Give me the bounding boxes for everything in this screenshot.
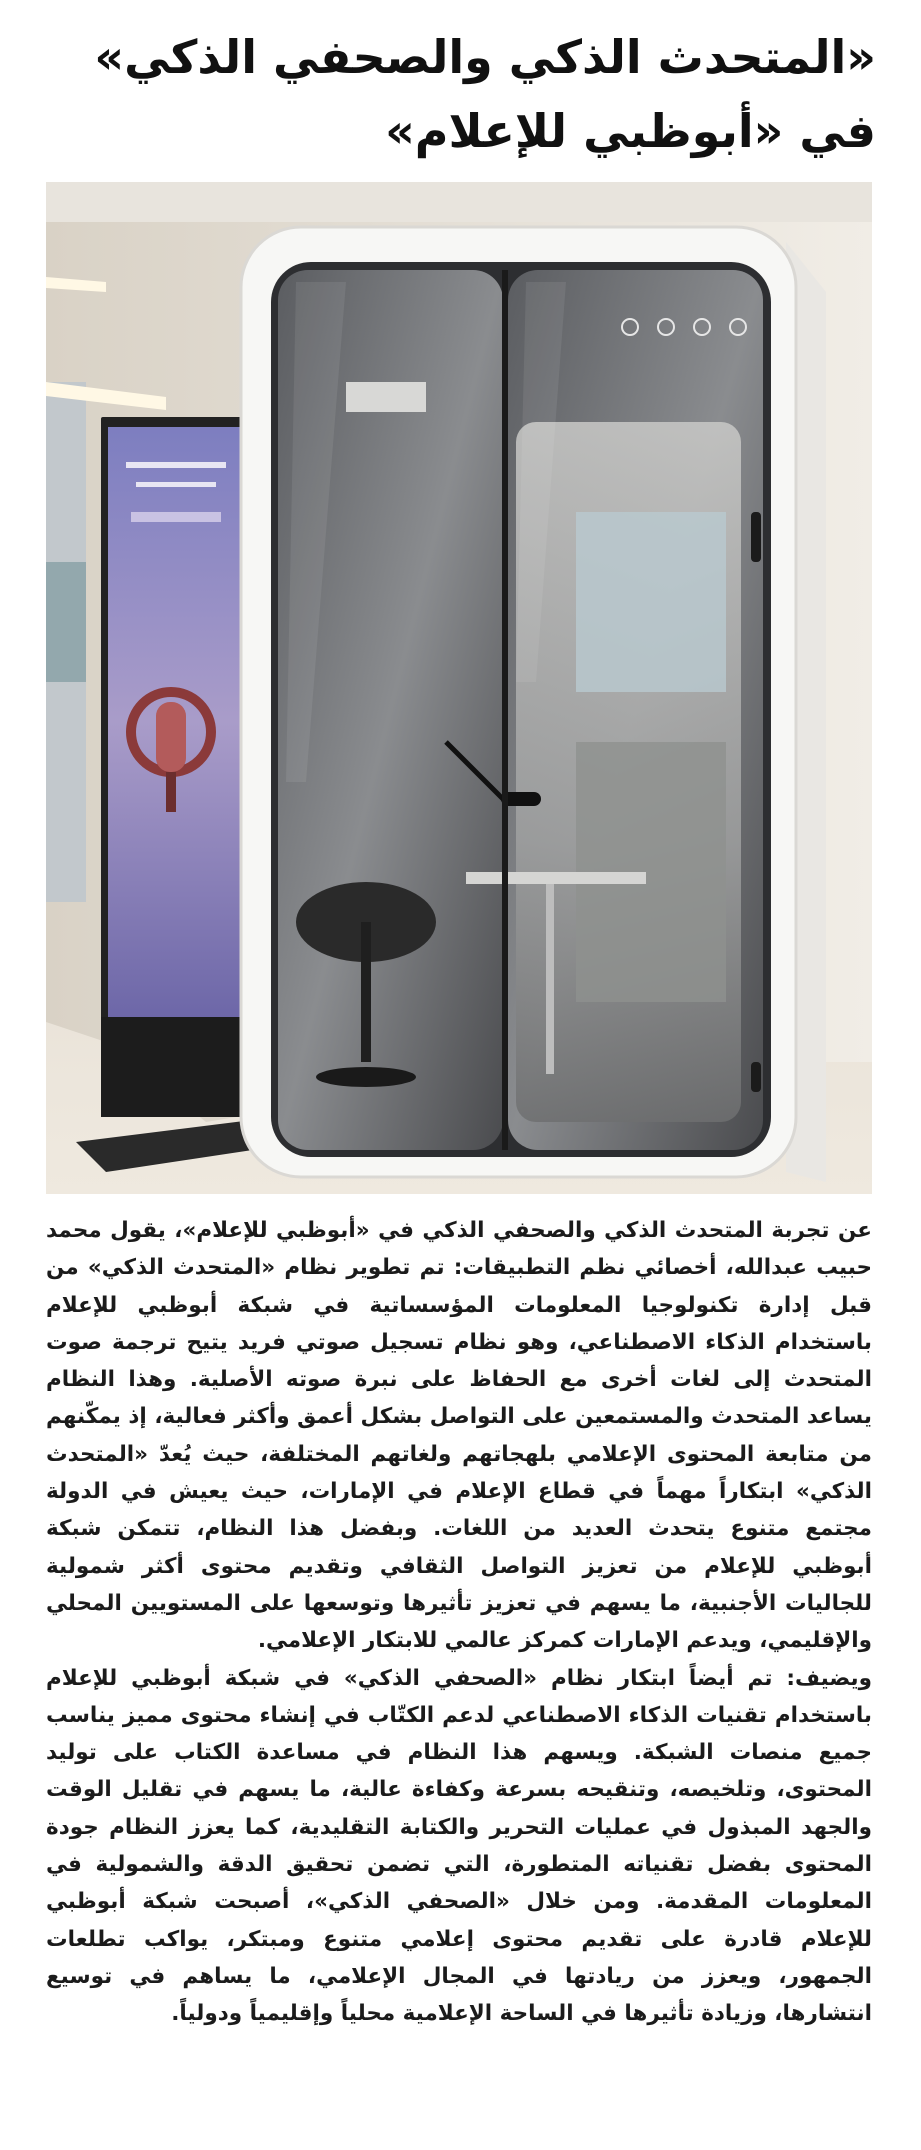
headline bbox=[40, 20, 876, 168]
headline-line-1: «المتحدث الذكي والصحفي الذكي» bbox=[94, 30, 876, 84]
article-paragraph-2: ويضيف: تم أيضاً ابتكار نظام «الصحفي الذكي» في شبكة أبوظبي للإعلام باستخدام تقنيات الذكاء الاصطناعي لدعم الكتّاب في إنشاء محتوى مميز يناسب جميع منصات الشبكة. ويسهم هذا النظام في مساعدة الكتاب على توليد المحتوى، وتلخيصه، وتنقيحه بسرعة وكفاءة عالية، ما يسهم في تقليل الوقت والجهد المبذول في عمليات التحرير والكتابة التقليدية، كما يعزز النظام جودة المحتوى بفضل تقنياته المتطورة، التي تضمن تحقيق الدقة والشمولية في المعلومات المقدمة. ومن خلال «الصحفي الذكي»، أصبحت شبكة أبوظبي للإعلام قادرة على تقديم محتوى إعلامي متنوع ومبتكر، يواكب تطلعات الجمهور، ويعزز من ريادتها في المجال الإعلامي، ما يساهم في توسيع انتشارها، وزيادة تأثيرها في الساحة الإعلامية محلياً وإقليمياً ودولياً. bbox=[46, 1665, 872, 2027]
article-paragraph-1: عن تجربة المتحدث الذكي والصحفي الذكي في «أبوظبي للإعلام»، يقول محمد حبيب عبدالله، أخصائي نظم التطبيقات: تم تطوير نظام «المتحدث الذكي» من قبل إدارة تكنولوجيا المعلومات المؤسساتية في شبكة أبوظبي للإعلام باستخدام الذكاء الاصطناعي، وهو نظام تسجيل صوتي فريد يتيح ترجمة صوت المتحدث إلى لغات أخرى مع الحفاظ على نبرة صوته الأصلية. وهذا النظام يساعد المتحدث والمستمعين على التواصل بشكل أعمق وأكثر فعالية، إذ يمكّنهم من متابعة المحتوى الإعلامي بلهجاتهم ولغاتهم المختلفة، حيث يُعدّ «المتحدث الذكي» ابتكاراً مهماً في قطاع الإعلام في الإمارات، حيث يعيش في الدولة مجتمع متنوع يتحدث العديد من اللغات. وبفضل هذا النظام، تتمكن شبكة أبوظبي للإعلام من تعزيز التواصل الثقافي وتقديم محتوى أكثر شمولية للجاليات الأجنبية، ما يسهم في تعزيز تأثيرها وتوسعها على المستويين المحلي والإقليمي، ويدعم الإمارات كمركز عالمي للابتكار الإعلامي. bbox=[46, 1218, 872, 1654]
article-body bbox=[46, 1212, 872, 2033]
microphone-icon bbox=[156, 702, 186, 772]
ceiling bbox=[46, 182, 872, 222]
headline-line-2: في «أبوظبي للإعلام» bbox=[385, 104, 876, 158]
door-handle bbox=[751, 512, 761, 562]
article-photo bbox=[46, 182, 872, 1194]
booth-ceiling-light bbox=[346, 382, 426, 412]
recording-booth-illustration bbox=[46, 182, 872, 1194]
recording-booth bbox=[241, 227, 796, 1177]
